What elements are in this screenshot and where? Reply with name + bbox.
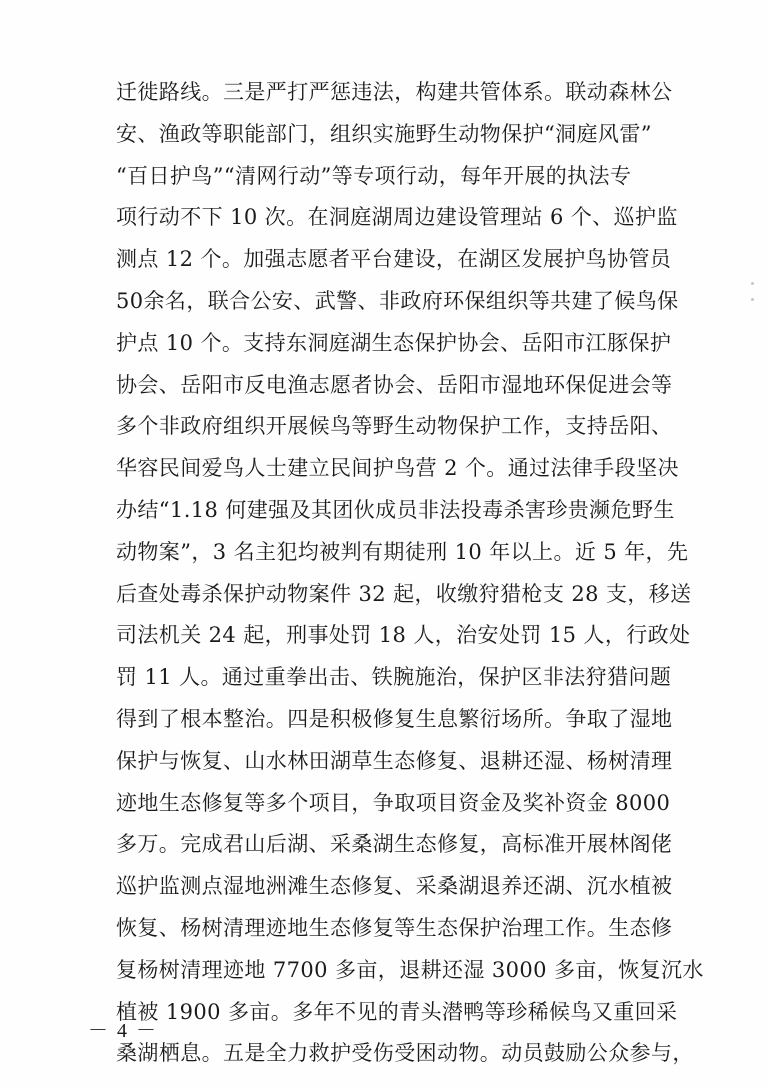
text-line: 护点 10 个。支持东洞庭湖生态保护协会、岳阳市江豚保护 bbox=[116, 330, 672, 355]
text-line: 得到了根本整治。四是积极修复生息繁衍场所。争取了湿地 bbox=[116, 706, 673, 731]
text-line: 罚 11 人。通过重拳出击、铁腕施治，保护区非法狩猎问题 bbox=[116, 665, 672, 690]
text-line: “百日护鸟”“清网行动”等专项行动，每年开展的执法专 bbox=[116, 163, 632, 188]
scan-speck bbox=[751, 298, 754, 301]
text-line: 迹地生态修复等多个项目，争取项目资金及奖补资金 8000 bbox=[116, 790, 671, 815]
text-line: 多万。完成君山后湖、采桑湖生态修复，高标准开展林阁佬 bbox=[116, 832, 673, 857]
text-line: 项行动不下 10 次。在洞庭湖周边建设管理站 6 个、巡护监 bbox=[116, 205, 678, 230]
text-line: 多个非政府组织开展候鸟等野生动物保护工作，支持岳阳、 bbox=[116, 414, 673, 439]
text-line: 协会、岳阳市反电渔志愿者协会、岳阳市湿地环保促进会等 bbox=[116, 372, 673, 397]
text-line: 复杨树清理迹地 7700 多亩，退耕还湿 3000 多亩，恢复沉水 bbox=[116, 957, 704, 982]
text-line: 办结“1.18 何建强及其团伙成员非法投毒杀害珍贵濒危野生 bbox=[116, 497, 675, 522]
text-line: 桑湖栖息。五是全力救护受伤受困动物。动员鼓励公众参与， bbox=[116, 1041, 694, 1066]
text-line: 司法机关 24 起，刑事处罚 18 人，治安处罚 15 人，行政处 bbox=[116, 623, 691, 648]
text-line: 华容民间爱鸟人士建立民间护鸟营 2 个。通过法律手段坚决 bbox=[116, 456, 679, 481]
page-number: － 4 － bbox=[88, 1020, 158, 1042]
text-line: 恢复、杨树清理迹地生态修复等生态保护治理工作。生态修 bbox=[116, 915, 673, 940]
scan-speck bbox=[751, 282, 754, 285]
text-line: 迁徙路线。三是严打严惩违法，构建共管体系。联动森林公 bbox=[116, 80, 673, 104]
text-line: 动物案”，3 名主犯均被判有期徒刑 10 年以上。近 5 年，先 bbox=[116, 539, 689, 564]
text-line: 巡护监测点湿地洲滩生态修复、采桑湖退养还湖、沉水植被 bbox=[116, 874, 673, 899]
text-line: 后查处毒杀保护动物案件 32 起，收缴狩猎枪支 28 支，移送 bbox=[116, 581, 692, 606]
text-line: 安、渔政等职能部门，组织实施野生动物保护“洞庭风雷” bbox=[116, 121, 652, 146]
text-line: 50余名，联合公安、武警、非政府环保组织等共建了候鸟保 bbox=[116, 288, 679, 313]
text-line: 测点 12 个。加强志愿者平台建设，在湖区发展护鸟协管员 bbox=[116, 247, 672, 272]
text-line: 植被 1900 多亩。多年不见的青头潜鸭等珍稀候鸟又重回采 bbox=[116, 999, 678, 1024]
body-paragraph bbox=[116, 72, 704, 1075]
text-line: 保护与恢复、山水林田湖草生态修复、退耕还湿、杨树清理 bbox=[116, 748, 673, 773]
